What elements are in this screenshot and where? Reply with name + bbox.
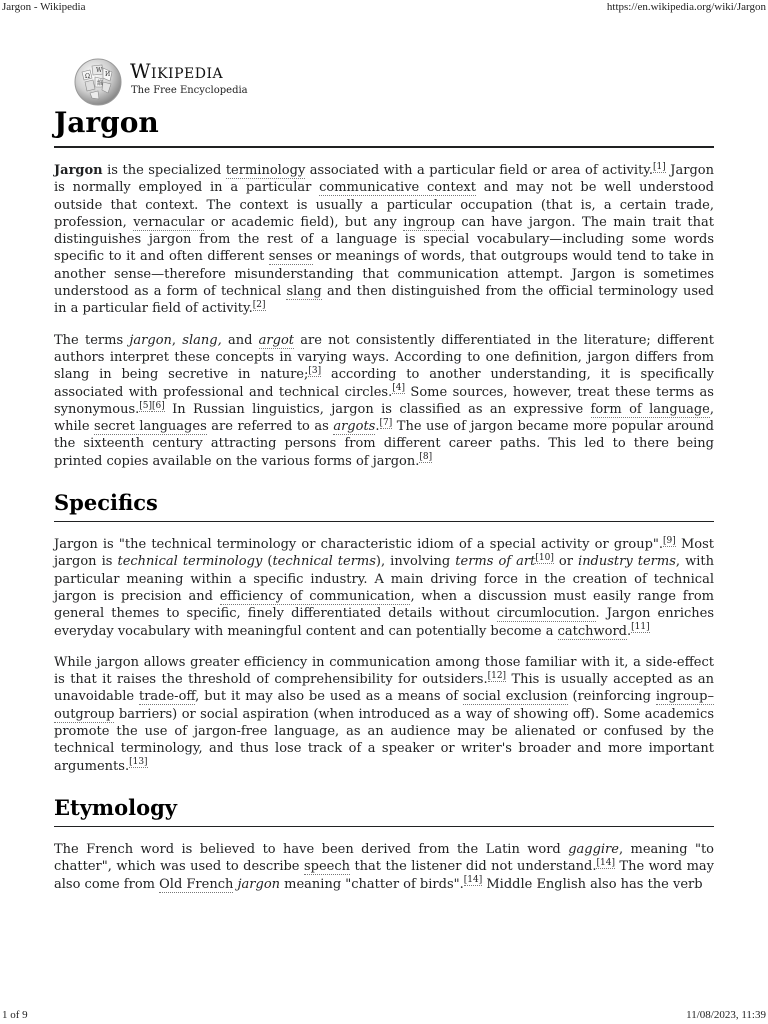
citation-6[interactable]: [6] — [152, 400, 165, 411]
text-span: and — [221, 332, 259, 348]
text-span: are not consistently differentiated in the literature; different authors interpret these concepts in varying ways. According to one definition, jargon differs from slang in being secretive in nature; — [54, 332, 714, 383]
italic-term: technical terms — [272, 554, 376, 570]
link-argot[interactable]: argot — [258, 332, 294, 348]
text-span: In Russian linguistics, jargon is classified as an expressive — [164, 401, 591, 417]
italic-term: technical terminology — [117, 554, 263, 570]
text-span: . Jargon enriches everyday vocabulary with meaningful content and can potentially become a — [54, 606, 714, 639]
italic-term: gaggire — [568, 841, 619, 857]
text-span: , meaning "to chatter", which was used to describe — [54, 841, 714, 875]
section-heading-specifics: Specifics — [54, 488, 714, 522]
wikipedia-globe-icon — [72, 56, 124, 108]
text-span: that the listener did not understand. — [350, 859, 597, 875]
text-span: ( — [262, 554, 273, 570]
citation-14[interactable]: [14] — [596, 857, 615, 868]
text-span: and then distinguished from the official terminology used in a particular field of activity. — [54, 284, 715, 317]
text-span: according to another understanding, it is specifically associated with professional and technical circles. — [54, 367, 714, 400]
citation-12[interactable]: [12] — [487, 670, 507, 681]
text-span: or — [553, 554, 579, 570]
text-span: , — [171, 332, 183, 348]
citation-4[interactable]: [4] — [392, 383, 405, 394]
citation-5[interactable]: [5] — [139, 400, 153, 411]
link-circumlocution[interactable]: circumlocution — [496, 606, 596, 622]
text-span: . — [627, 623, 632, 639]
citation-9[interactable]: [9] — [663, 535, 676, 546]
link-catchword[interactable]: catchword — [557, 623, 627, 639]
link-old-french[interactable]: Old French — [159, 876, 234, 892]
text-span: Most jargon is — [54, 537, 714, 570]
print-header — [0, 1, 768, 15]
svg-text:И: И — [105, 71, 111, 78]
text-span: This is usually accepted as an unavoidable — [54, 672, 714, 705]
citation-11[interactable]: [11] — [631, 622, 650, 633]
text-span: The terms — [54, 332, 130, 348]
text-span: While jargon allows greater efficiency in communication among those familiar with it, a side-effect is that it raises the threshold of comprehensibility for outsiders. — [54, 654, 714, 688]
term-bold: Jargon — [54, 163, 103, 178]
text-span: or meanings of words, that outgroups would tend to take in another sense—therefore misunderstanding that communication attempt. Jargon is sometimes understood as a form of technical — [54, 249, 714, 300]
text-span: . — [375, 419, 380, 435]
specifics-paragraph-2 — [54, 654, 714, 775]
text-span: ), involving — [375, 554, 456, 570]
link-vernacular[interactable]: vernacular — [133, 214, 205, 230]
link-senses[interactable]: senses — [268, 249, 313, 265]
italic-term: industry terms — [578, 554, 676, 570]
citation-14b[interactable]: [14] — [463, 875, 483, 886]
citation-3[interactable]: [3] — [308, 365, 322, 376]
citation-8[interactable]: [8] — [419, 452, 433, 463]
text-span: and may not be well understood outside that context. The context is usually a particular occupation (that is, a certain trade, profession, — [54, 180, 714, 230]
link-communicative-context[interactable]: communicative context — [319, 180, 476, 196]
text-span: meaning "chatter of birds". — [280, 876, 464, 892]
text-span: associated with a particular field or area of activity. — [305, 163, 654, 178]
citation-2[interactable]: [2] — [252, 300, 266, 311]
link-speech[interactable]: speech — [303, 859, 350, 875]
etymology-paragraph-1 — [54, 841, 714, 893]
intro-paragraph-1 — [54, 162, 714, 318]
print-url: https://en.wikipedia.org/wiki/Jargon — [606, 1, 766, 13]
text-span: Some sources, however, treat these terms as synonymous. — [54, 384, 714, 417]
text-span: Middle English also has the verb — [482, 876, 703, 892]
link-secret-languages[interactable]: secret languages — [94, 419, 207, 435]
svg-text:維: 維 — [97, 80, 104, 87]
citation-13[interactable]: [13] — [129, 757, 148, 768]
text-span: The use of jargon became more popular around the sixteenth century attracting persons from different career paths. This led to there being printed copies available on the various forms of jargon. — [54, 419, 714, 469]
wikipedia-wordmark: Wikipedia — [130, 59, 224, 83]
article-content — [54, 104, 714, 893]
link-argots[interactable]: argots — [333, 419, 376, 435]
text-span: The French word is believed to have been derived from the Latin word — [54, 841, 569, 857]
italic-term: jargon — [129, 332, 172, 348]
text-span: , with particular meaning within a specific industry. A main driving force in the creation of technical jargon is precision and — [54, 554, 714, 604]
italic-term: terms of art — [455, 554, 536, 570]
citation-7[interactable]: [7] — [379, 417, 393, 428]
text-span: (reinforcing — [567, 689, 656, 705]
print-footer — [0, 1009, 768, 1023]
print-datetime: 11/08/2023, 11:39 — [686, 1009, 766, 1021]
print-page-title: Jargon - Wikipedia — [2, 1, 86, 13]
italic-term: jargon — [237, 876, 281, 892]
text-span: are referred to as — [206, 419, 334, 435]
wikipedia-logo[interactable] — [72, 54, 248, 104]
text-span: Jargon is "the technical terminology or characteristic idiom of a special activity or group". — [54, 537, 664, 553]
link-terminology[interactable]: terminology — [225, 163, 306, 178]
link-slang[interactable]: slang — [286, 284, 322, 300]
wikipedia-tagline: The Free Encyclopedia — [131, 85, 248, 96]
section-heading-etymology: Etymology — [54, 793, 714, 827]
link-form-of-language[interactable]: form of language — [590, 401, 710, 417]
intro-paragraph-2 — [54, 332, 714, 470]
link-social-exclusion[interactable]: social exclusion — [463, 689, 568, 705]
text-span: or academic field), but any — [204, 214, 404, 230]
link-ingroup[interactable]: ingroup — [403, 214, 455, 230]
text-span: The word may also come from — [54, 859, 714, 892]
print-page-count: 1 of 9 — [2, 1009, 28, 1021]
page-title: Jargon — [54, 104, 714, 148]
link-ingroup-outgroup[interactable]: ingroup–outgroup — [54, 689, 714, 722]
citation-10[interactable]: [10] — [535, 553, 554, 564]
link-trade-off[interactable]: trade-off — [138, 689, 196, 705]
text-span: , when a discussion must easily range from general themes to specific, finely differentiated details without — [54, 588, 714, 622]
italic-term: slang, — [182, 332, 222, 348]
text-span: Jargon is normally employed in a particular — [54, 163, 714, 196]
citation-1[interactable]: [1] — [653, 161, 666, 172]
text-span: barriers) or social aspiration (when introduced as a way of showing off). Some academics promote the use of jargon-free language, as an audience may be alienated or confused by the technical terminology, and thus lose track of a speaker or writer's broader and more important arguments. — [54, 706, 714, 774]
svg-text:Ω: Ω — [85, 73, 90, 80]
text-span: , while — [54, 401, 714, 435]
svg-text:W: W — [96, 67, 103, 74]
text-span: is the specialized — [102, 163, 226, 178]
text-span: , but it may also be used as a means of — [195, 689, 463, 705]
link-efficiency-of-communication[interactable]: efficiency of communication — [219, 588, 411, 604]
specifics-paragraph-1 — [54, 536, 714, 640]
text-span: can have jargon. The main trait that distinguishes jargon from the rest of a language is special vocabulary—including some words specific to it and often different — [54, 214, 714, 265]
